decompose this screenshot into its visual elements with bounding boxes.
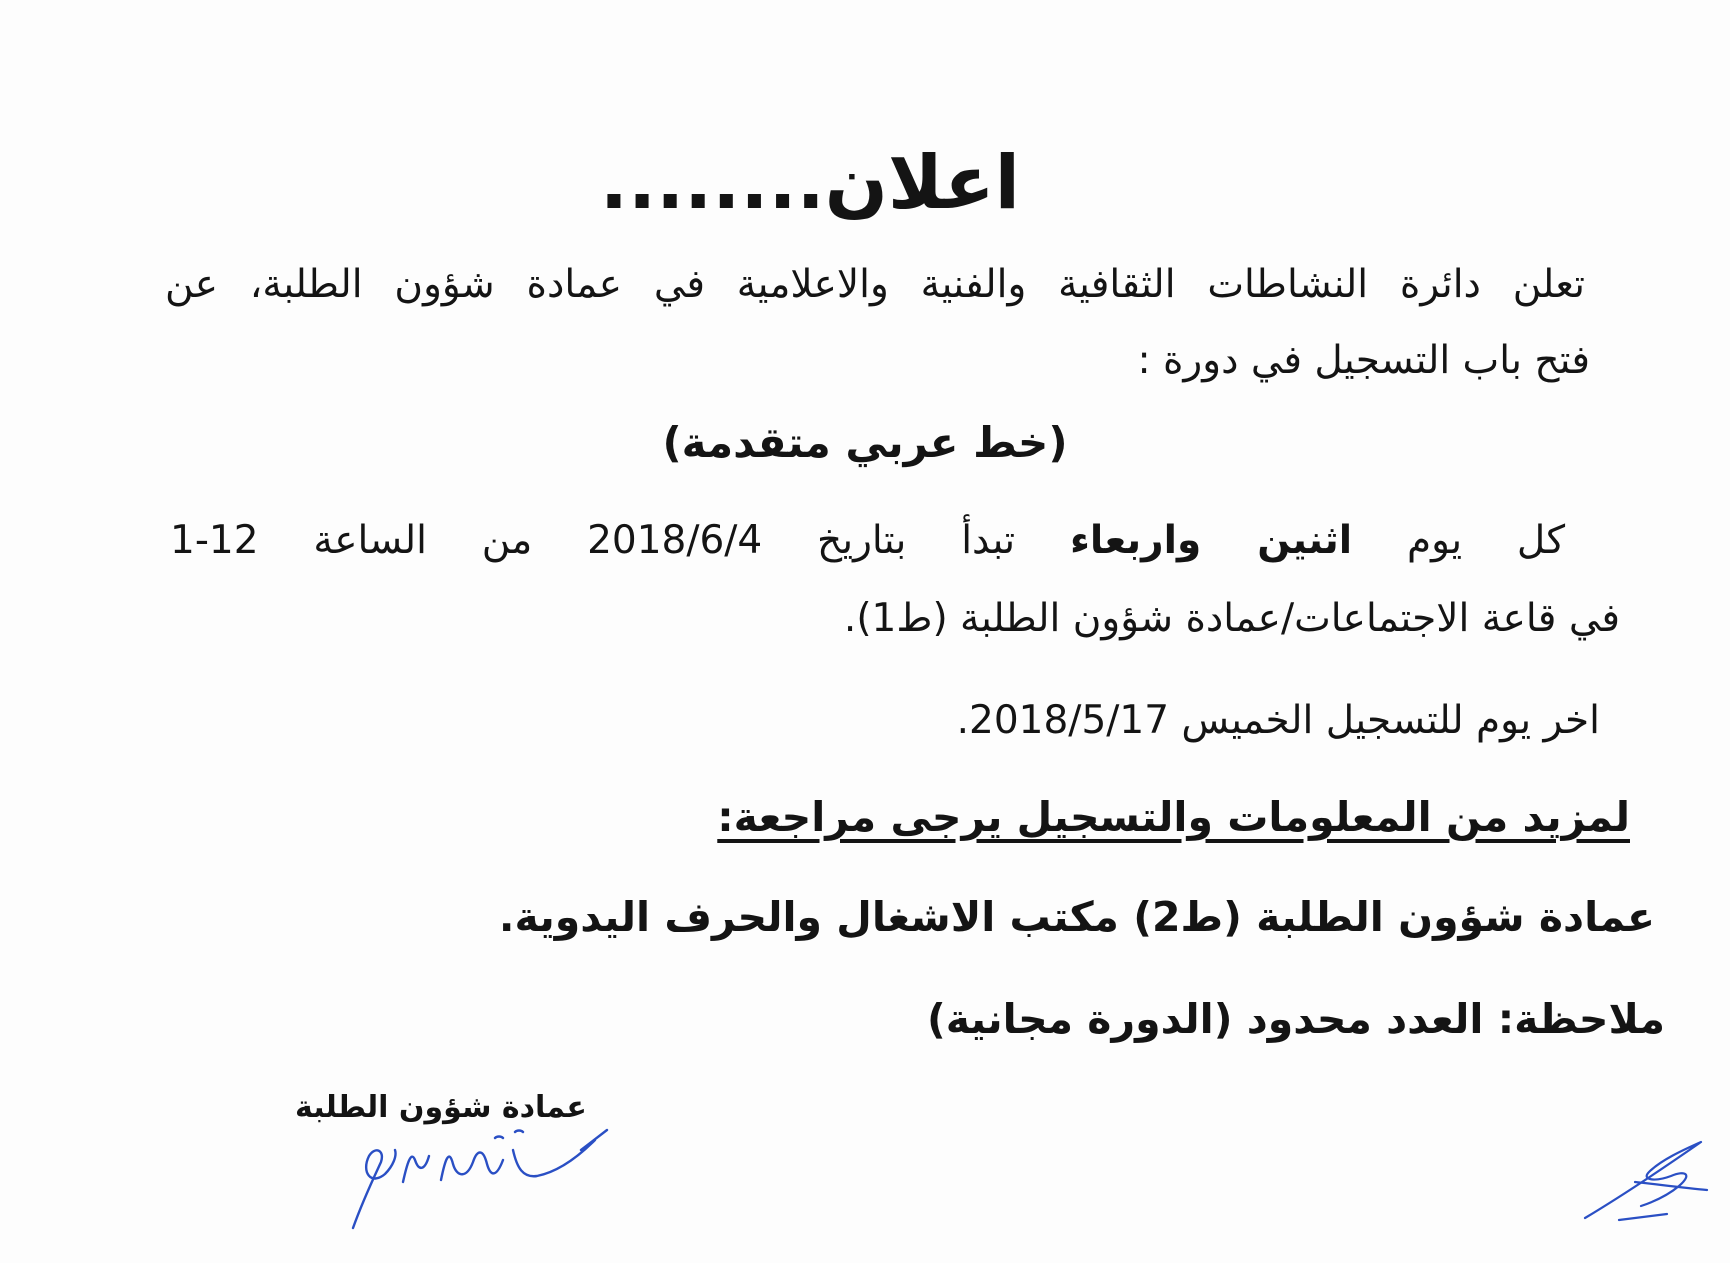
more-info-heading: لمزيد من المعلومات والتسجيل يرجى مراجعة: — [717, 793, 1630, 841]
note-line: ملاحظة: العدد محدود (الدورة مجانية) — [926, 995, 1665, 1043]
schedule-days: اثنين واربعاء — [1069, 518, 1353, 563]
signature-right-stroke — [1585, 1142, 1707, 1220]
signature-left-stroke — [353, 1130, 607, 1228]
schedule-line-1 — [170, 518, 1565, 563]
schedule-line-2: في قاعة الاجتماعات/عمادة شؤون الطلبة (ط1). — [843, 596, 1620, 641]
handwritten-signature-right — [1575, 1130, 1715, 1230]
intro-line-2: فتح باب التسجيل في دورة : — [1137, 338, 1590, 383]
schedule-line-1-start: كل يوم — [1352, 518, 1566, 563]
course-name: (خط عربي متقدمة) — [662, 418, 1068, 467]
announcement-title: اعلان........ — [599, 140, 1020, 226]
schedule-line-1-end: تبدأ بتاريخ 2018/6/4 من الساعة 12-1 — [170, 518, 1070, 563]
office-location: عمادة شؤون الطلبة (ط2) مكتب الاشغال والحرف اليدوية. — [498, 893, 1655, 941]
registration-deadline: اخر يوم للتسجيل الخميس 2018/5/17. — [956, 698, 1600, 743]
intro-line-1: تعلن دائرة النشاطات الثقافية والفنية والاعلامية في عمادة شؤون الطلبة، عن — [165, 262, 1585, 307]
handwritten-signature-left — [345, 1120, 615, 1240]
signatory-department: عمادة شؤون الطلبة — [295, 1090, 587, 1125]
